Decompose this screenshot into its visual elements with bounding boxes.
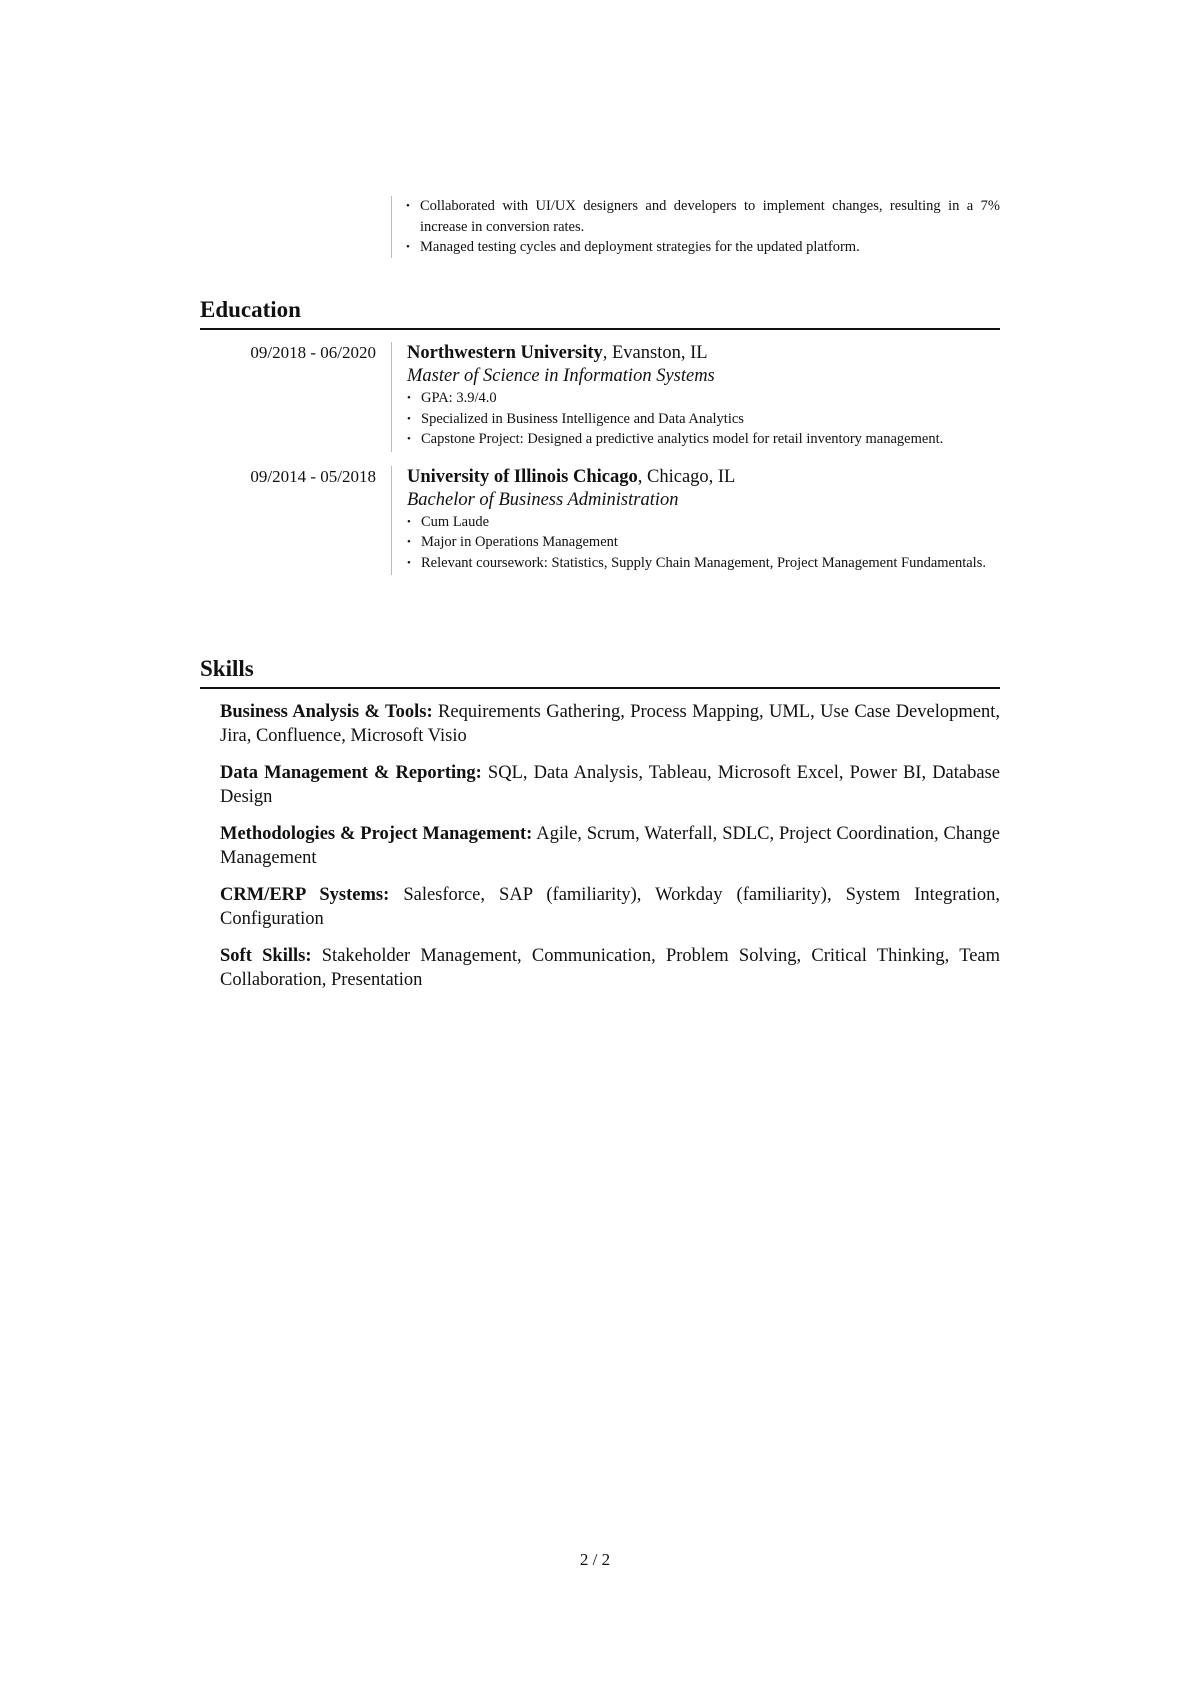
bullet-item (407, 409, 1000, 430)
skill-text: Salesforce, SAP (familiarity), Workday (familiarity), System Integration, Configuration (220, 885, 1000, 929)
bullet-text: Specialized in Business Intelligence and Data Analytics (421, 410, 744, 427)
school-location: , Evanston, IL (602, 343, 708, 363)
skill-row (220, 945, 1000, 992)
degree-title: Bachelor of Business Administration (407, 489, 679, 510)
bullet-text: Collaborated with UI/UX designers and developers to implement changes, resulting in a 7% increase in conversion rates. (420, 198, 1000, 235)
bullet-dot: • (407, 515, 411, 528)
bullet-dot: • (407, 392, 411, 404)
bullet-text: Managed testing cycles and deployment strategies for the updated platform. (420, 239, 860, 255)
bullet-item (407, 512, 1000, 533)
education-entry-body (391, 466, 1000, 576)
bullet-text: Relevant coursework: Statistics, Supply Chain Management, Project Management Fundamentals. (421, 554, 986, 571)
skill-label: Business Analysis & Tools: (220, 702, 433, 722)
skill-text: Stakeholder Management, Communication, Problem Solving, Critical Thinking, Team Collaboration, Presentation (220, 946, 1001, 990)
education-dates: 09/2014 - 05/2018 (250, 466, 376, 486)
skill-label: Methodologies & Project Management: (220, 824, 533, 844)
bullet-text: Capstone Project: Designed a predictive analytics model for retail inventory management. (421, 431, 944, 447)
education-entry-body (391, 342, 1000, 452)
education-entry (200, 466, 1000, 576)
education-dates: 09/2018 - 06/2020 (250, 343, 376, 362)
skill-row (220, 823, 1000, 870)
bullet-item (407, 553, 1000, 574)
education-bullets (407, 512, 1000, 574)
section-title-education: Education (200, 296, 1000, 330)
bullet-text: Cum Laude (421, 513, 490, 530)
page-number: 2 / 2 (579, 1550, 611, 1569)
skill-label: CRM/ERP Systems: (220, 885, 390, 905)
school-name: University of Illinois Chicago (407, 466, 638, 487)
bullet-item (407, 429, 1000, 450)
education-school-line (407, 342, 1000, 365)
education-bullets (407, 388, 1000, 450)
bullet-dot: • (406, 200, 410, 212)
skill-row (220, 701, 1000, 748)
skill-row (220, 884, 1000, 931)
skill-text: SQL, Data Analysis, Tableau, Microsoft Excel, Power BI, Database Design (220, 763, 1000, 807)
bullet-item (407, 532, 1000, 553)
bullet-dot: • (406, 241, 410, 253)
education-school-line (407, 466, 1000, 489)
education-entry (200, 342, 1000, 452)
skills-section (200, 655, 1000, 1006)
bullet-item (406, 237, 1000, 258)
skill-text: Agile, Scrum, Waterfall, SDLC, Project Coordination, Change Management (220, 824, 1000, 868)
education-section (200, 296, 1000, 575)
skill-label: Soft Skills: (220, 946, 312, 966)
skills-list (220, 701, 1000, 992)
skill-label: Data Management & Reporting: (220, 763, 482, 783)
bullet-item (406, 196, 1000, 237)
bullet-text: Major in Operations Management (421, 534, 618, 550)
bullet-dot: • (407, 433, 411, 445)
bullet-dot: • (407, 556, 411, 569)
section-title-skills: Skills (200, 655, 1000, 689)
experience-bullets (406, 196, 1000, 258)
bullet-item (407, 388, 1000, 409)
skill-text: Requirements Gathering, Process Mapping, UML, Use Case Development, Jira, Confluence, Microsoft Visio (220, 702, 1000, 746)
bullet-dot: • (407, 536, 411, 548)
bullet-dot: • (407, 412, 411, 425)
experience-entry-body (391, 196, 1000, 258)
school-location: , Chicago, IL (637, 466, 736, 487)
school-name: Northwestern University (407, 343, 603, 363)
degree-title: Master of Science in Information Systems (407, 366, 715, 386)
bullet-text: GPA: 3.9/4.0 (421, 390, 497, 406)
skill-row (220, 762, 1000, 809)
experience-continuation (200, 196, 1000, 258)
